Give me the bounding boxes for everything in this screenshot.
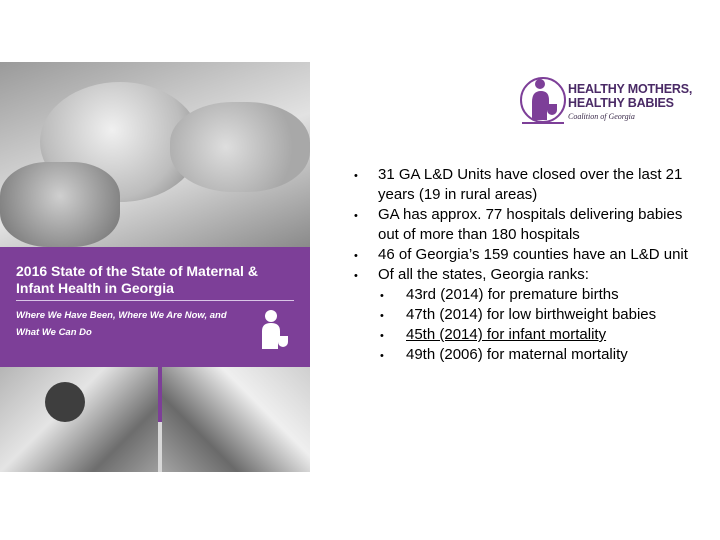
list-item-text: 46 of Georgia’s 159 counties have an L&D unit (378, 246, 688, 263)
sub-list-item-text: 45th (2014) for infant mortality (406, 326, 607, 343)
ranking-sub-list (378, 285, 690, 365)
sub-list-item-text: 43rd (2014) for premature births (406, 286, 619, 303)
list-item (350, 165, 690, 205)
bullet-icon: • (354, 170, 358, 182)
bullet-icon: • (380, 350, 384, 362)
bullet-icon: • (354, 210, 358, 222)
logo-subtitle: Coalition of Georgia (568, 112, 635, 121)
hmhb-logo (520, 72, 720, 132)
cover-photo-mothers (0, 367, 310, 472)
list-item-text: 31 GA L&D Units have closed over the last 21 years (19 in rural areas) (378, 166, 683, 203)
sub-list-item (378, 325, 690, 345)
mother-baby-icon (258, 309, 292, 351)
list-item (350, 205, 690, 245)
list-item (350, 245, 690, 265)
mother-child-logo-icon (520, 72, 566, 128)
cover-divider (16, 300, 294, 301)
sub-list-item (378, 345, 690, 365)
logo-name (568, 82, 718, 110)
cover-title: 2016 State of the State of Maternal & Infant Health in Georgia (16, 263, 258, 296)
cover-photo-newborn (0, 62, 310, 247)
facts-list (350, 165, 690, 365)
sub-list-item (378, 285, 690, 305)
bullet-icon: • (380, 330, 384, 342)
list-item-text: GA has approx. 77 hospitals delivering babies out of more than 180 hospitals (378, 206, 683, 243)
bullet-icon: • (380, 310, 384, 322)
cover-subtitle: Where We Have Been, Where We Are Now, and What We Can Do (16, 310, 227, 338)
sub-list-item-text: 47th (2014) for low birthweight babies (406, 306, 657, 323)
bullet-icon: • (380, 290, 384, 302)
list-item-text: Of all the states, Georgia ranks: (378, 266, 589, 283)
report-cover-image (0, 62, 310, 472)
sub-list-item (378, 305, 690, 325)
logo-name-line2: HEALTHY BABIES (568, 96, 674, 110)
bullet-icon: • (354, 250, 358, 262)
list-item (350, 265, 690, 365)
logo-name-line1: HEALTHY MOTHERS, (568, 82, 693, 96)
bullet-icon: • (354, 270, 358, 282)
sub-list-item-text: 49th (2006) for maternal mortality (406, 346, 628, 363)
